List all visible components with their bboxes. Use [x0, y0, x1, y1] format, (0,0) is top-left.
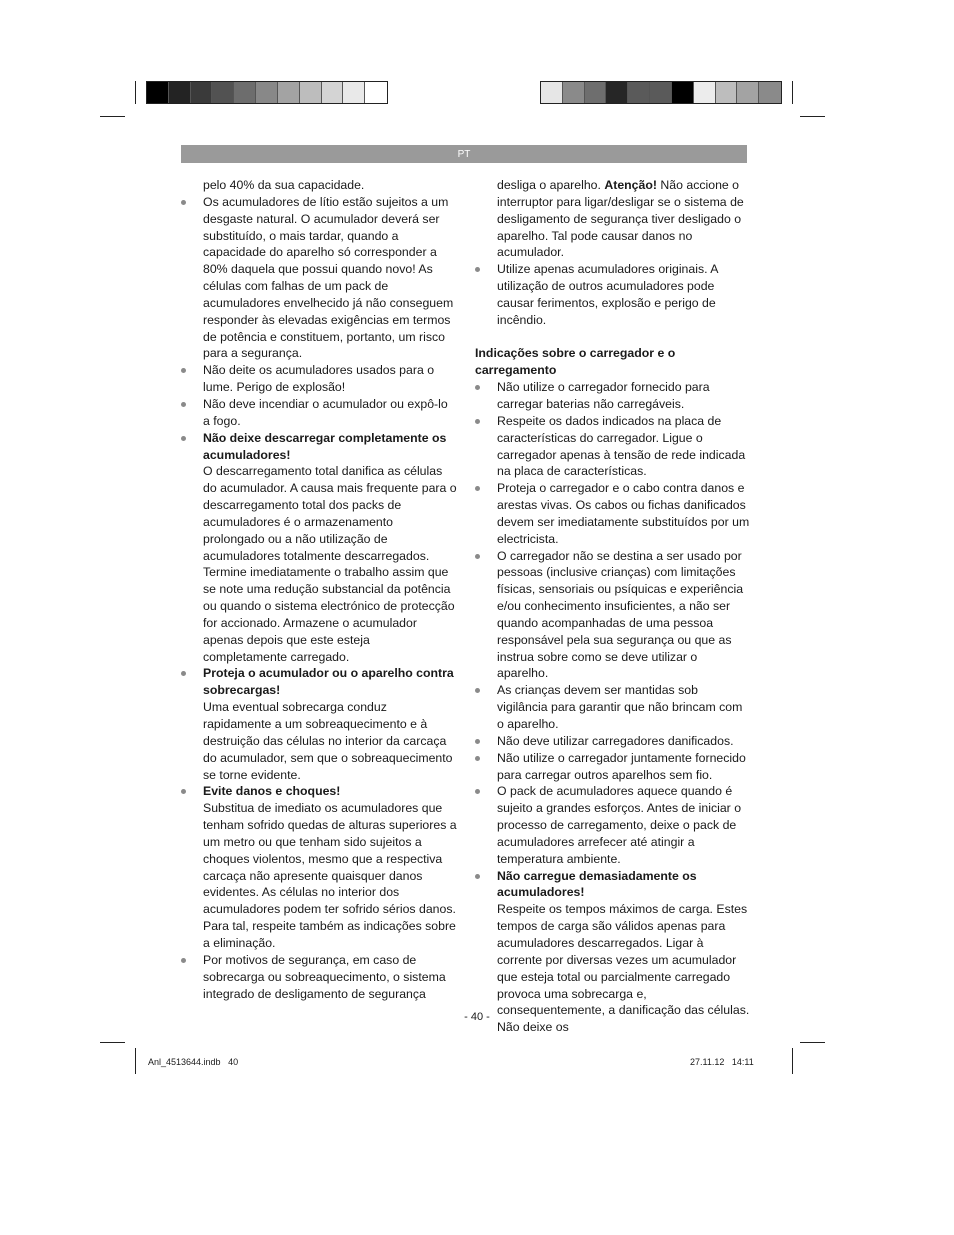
bullet-icon — [475, 419, 480, 424]
list-item-text: Por motivos de segurança, em caso de sobrecarga ou sobreaquecimento, o sistema integrado de desligamento de segurança — [203, 952, 446, 1001]
list-item-text: Não deve utilizar carregadores danificados. — [497, 733, 734, 748]
color-swatch — [563, 82, 585, 103]
color-swatch — [147, 82, 169, 103]
bullet-icon — [475, 739, 480, 744]
list-item-text: Não deve incendiar o acumulador ou expô-lo a fogo. — [203, 396, 448, 428]
color-swatch — [759, 82, 781, 103]
list-item — [181, 783, 457, 951]
list-item — [475, 783, 750, 867]
bullet-icon — [475, 486, 480, 491]
list-item-title: Não carregue demasiadamente os acumuladores! — [497, 868, 697, 900]
left-text-column — [181, 177, 457, 1002]
continuation-text: pelo 40% da sua capacidade. — [203, 178, 365, 192]
list-item — [475, 682, 750, 733]
bullet-icon — [475, 789, 480, 794]
bullet-icon — [475, 385, 480, 390]
list-item — [475, 733, 750, 750]
color-swatch — [322, 82, 344, 103]
list-item — [181, 362, 457, 396]
list-item — [475, 750, 750, 784]
crop-mark — [135, 81, 136, 104]
language-header-band — [181, 145, 747, 163]
list-item — [475, 548, 750, 683]
bullet-icon — [475, 688, 480, 693]
language-label: PT — [457, 148, 471, 160]
list-item-text: Respeite os dados indicados na placa de características do carregador. Ligue o carregador apenas à tensão de rede indicada na placa de características. — [497, 413, 746, 479]
list-item-text: Não utilize o carregador fornecido para carregar baterias não carregáveis. — [497, 380, 710, 411]
page-number: - 40 - — [464, 1011, 490, 1023]
bullet-icon — [475, 267, 480, 272]
color-swatch — [234, 82, 256, 103]
color-swatch — [343, 82, 365, 103]
color-swatch — [191, 82, 213, 103]
color-swatch — [694, 82, 716, 103]
list-item — [181, 194, 457, 362]
color-swatch — [737, 82, 759, 103]
color-swatch — [256, 82, 278, 103]
list-item-text: Os acumuladores de lítio estão sujeitos a um desgaste natural. O acumulador deverá ser substituído, o mais tardar, quando a capacidade do aparelho só corresponder a 80% daquela que possui quando novo! As células com falhas de um pack de acumuladores envelhecido já não conseguem responder às elevadas exigências em termos de potência e constituem, portanto, um risco para a segurança. — [203, 194, 454, 361]
color-swatch — [606, 82, 628, 103]
bullet-icon — [181, 958, 186, 963]
bullet-icon — [181, 436, 186, 441]
list-item — [181, 952, 457, 1003]
list-item-text: Não utilize o carregador juntamente fornecido para carregar outros aparelhos sem fio. — [497, 750, 746, 782]
crop-mark — [800, 116, 825, 117]
list-item-text: O pack de acumuladores aquece quando é sujeito a grandes esforços. Antes de iniciar o processo de carregamento, deixe o pack de acumuladores arrefecer até atingir a temperatura ambiente. — [497, 784, 742, 866]
crop-mark — [135, 1048, 136, 1074]
list-item — [475, 261, 750, 328]
bullet-icon — [181, 368, 186, 373]
list-item — [181, 665, 457, 783]
color-swatch — [541, 82, 563, 103]
crop-mark — [792, 1048, 793, 1074]
bullet-icon — [181, 671, 186, 676]
crop-mark — [100, 1042, 125, 1043]
right-text-column — [475, 177, 750, 1036]
list-item-text: Utilize apenas acumuladores originais. A utilização de outros acumuladores pode causar ferimentos, explosão e perigo de incêndio. — [497, 262, 718, 327]
color-swatch — [585, 82, 607, 103]
list-item-title: Não deixe descarregar completamente os acumuladores! — [203, 430, 447, 462]
list-item — [475, 379, 750, 413]
bullet-icon — [181, 200, 186, 205]
crop-mark — [100, 116, 125, 117]
list-item-text: Respeite os tempos máximos de carga. Estes tempos de carga são válidos apenas para acumuladores descarregados. Ligar à corrente por diversas vezes um acumulador que esteja total ou parcialmente carregado provoca uma sobrecarga e, consequentemente, a danificação das células. Não deixe os — [497, 902, 750, 1035]
bullet-icon — [181, 402, 186, 407]
continuation-text-end: Não accione o interruptor para ligar/desligar se o sistema de desligamento de segurança tiver desligado o aparelho. Tal pode causar danos no acumulador. — [497, 178, 744, 260]
warning-label: Atenção! — [604, 178, 657, 192]
list-item-title: Proteja o acumulador ou o aparelho contra sobrecargas! — [203, 666, 454, 698]
color-registration-bar-right — [540, 81, 782, 104]
list-item — [181, 430, 457, 666]
color-registration-bar-left — [146, 81, 388, 104]
color-swatch — [672, 82, 694, 103]
color-swatch — [169, 82, 191, 103]
list-item-text: O carregador não se destina a ser usado por pessoas (inclusive crianças) com limitações físicas, sensoriais ou psíquicas e experiência e/ou conhecimento insuficientes, a não ser quando acompanhadas de uma pessoa responsável pela sua segurança ou que as instrua sobre como se deve utilizar o aparelho. — [497, 548, 744, 681]
crop-mark — [792, 81, 793, 104]
continuation-text-start: desliga o aparelho. — [497, 178, 601, 192]
list-item-title: Evite danos e choques! — [203, 784, 341, 799]
bullet-icon — [475, 756, 480, 761]
list-item — [475, 480, 750, 547]
color-swatch — [628, 82, 650, 103]
bullet-icon — [475, 874, 480, 879]
continuation-text — [475, 177, 750, 261]
list-item-text: Substitua de imediato os acumuladores que tenham sofrido quedas de alturas superiores a um metro ou que tenham sido sujeitos a choques violentos, mesmo que a respectiva carcaça não apresente quaisquer danos evidentes. As células no interior dos acumuladores podem ter sofrido sérios danos. Para tal, respeite também as indicações sobre a eliminação. — [203, 801, 457, 950]
print-date-time: 27.11.12 14:11 — [690, 1057, 754, 1067]
color-swatch — [716, 82, 738, 103]
list-item-text: O descarregamento total danifica as células do acumulador. A causa mais frequente para o descarregamento total dos packs de acumuladores é o armazenamento prolongado ou a não utilização de acumuladores totalmente descarregados. Termine imediatamente o trabalho assim que se note uma redução substancial da potência ou quando o sistema electrónico de protecção for accionado. Armazene o acumulador apenas depois que este esteja completamente carregado. — [203, 464, 457, 664]
file-info: Anl_4513644.indb 40 — [148, 1057, 239, 1067]
list-item-text: Proteja o carregador e o cabo contra danos e arestas vivas. Os cabos ou fichas danificados devem ser imediatamente substituídos por um electricista. — [497, 481, 750, 546]
section-heading: Indicações sobre o carregador e o carregamento — [475, 346, 676, 378]
color-swatch — [212, 82, 234, 103]
list-item — [181, 396, 457, 430]
list-item-text: As crianças devem ser mantidas sob vigilância para garantir que não brincam com o aparelho. — [497, 683, 743, 731]
color-swatch — [278, 82, 300, 103]
color-swatch — [365, 82, 387, 103]
bullet-icon — [181, 789, 186, 794]
color-swatch — [650, 82, 672, 103]
list-item-text: Não deite os acumuladores usados para o lume. Perigo de explosão! — [203, 363, 435, 395]
list-item — [475, 413, 750, 480]
bullet-icon — [475, 554, 480, 559]
list-item-text: Uma eventual sobrecarga conduz rapidamente a um sobreaquecimento e à destruição das células no interior da carcaça do acumulador, sem que o sobreaquecimento se torne evidente. — [203, 700, 453, 782]
color-swatch — [300, 82, 322, 103]
crop-mark — [800, 1042, 825, 1043]
